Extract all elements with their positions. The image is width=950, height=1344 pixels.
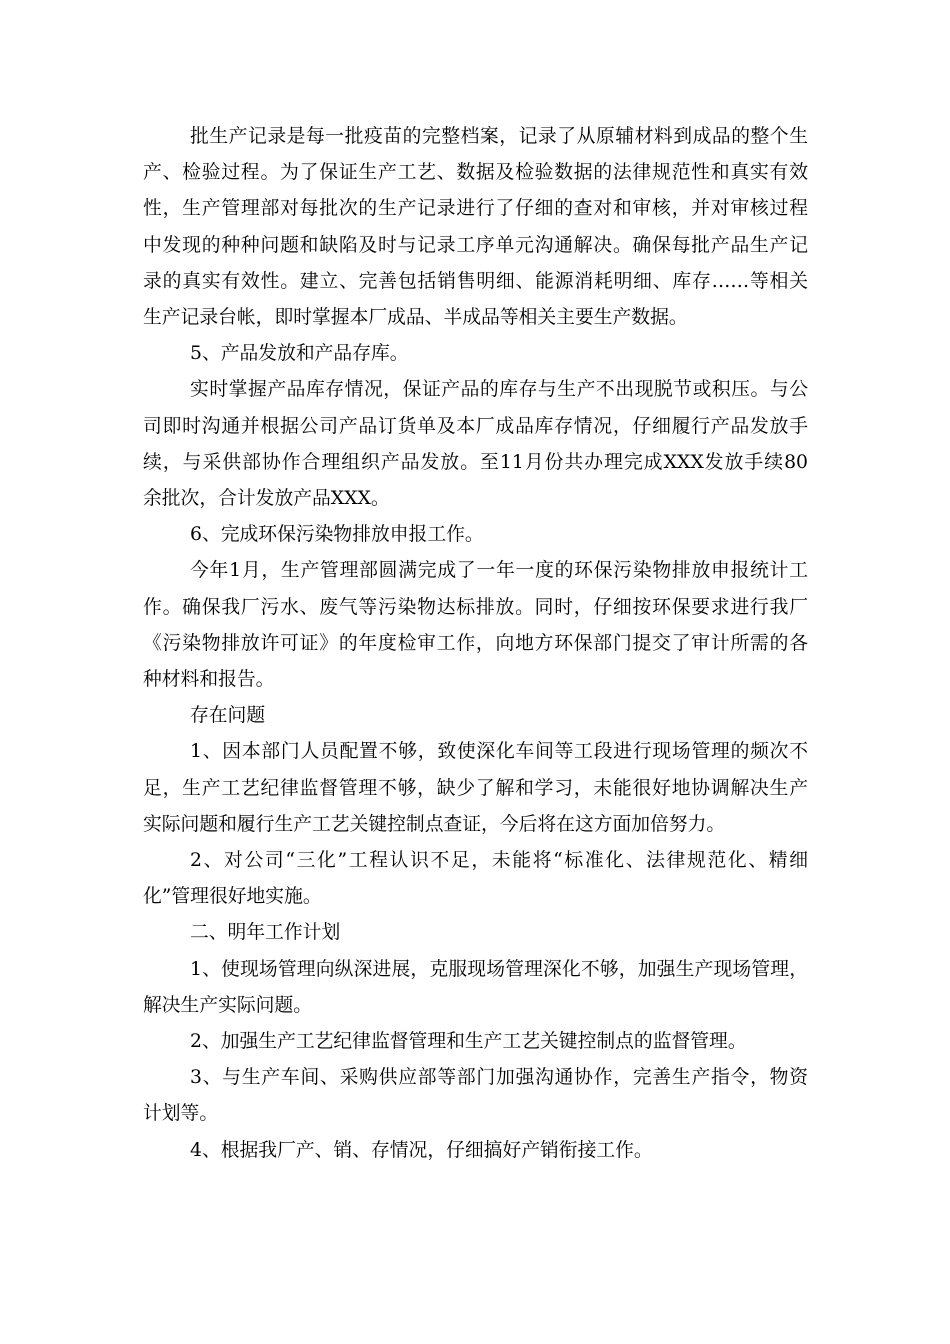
item-heading-pollutant-report: [143, 517, 808, 553]
paragraph-pollutant-report: [143, 553, 808, 698]
plan-item-3: [143, 1060, 808, 1132]
text-line: 实际问题和履行生产工艺关键控制点查证，今后将在这方面加倍努力。: [143, 813, 726, 835]
text-line: 批生产记录是每一批疫苗的完整档案，记录了从原辅材料到成品的整个生: [190, 126, 808, 147]
plan-item-4: [143, 1133, 808, 1169]
paragraph-batch-records: [143, 119, 808, 336]
problem-item-1: [143, 734, 808, 843]
text-line: 解决生产实际问题。: [143, 994, 313, 1016]
text-line: 1、使现场管理向纵深进展，克服现场管理深化不够，加强生产现场管理，: [190, 958, 808, 980]
text-line: 种材料和报告。: [143, 669, 275, 691]
text-line: 《污染物排放许可证》的年度检审工作，向地方环保部门提交了审计所需的各: [143, 632, 808, 654]
text-line: 化”管理很好地实施。: [143, 886, 322, 908]
text-line: 4、根据我厂产、销、存情况，仔细搞好产销衔接工作。: [190, 1139, 653, 1161]
text-line: 产、检验过程。为了保证生产工艺、数据及检验数据的法律规范性和真实有效: [143, 162, 808, 184]
text-line: 2、加强生产工艺纪律监督管理和生产工艺关键控制点的监督管理。: [190, 1031, 747, 1053]
text-line: 余批次，合计发放产品XXX。: [143, 488, 390, 510]
text-line: 2、对公司“三化”工程认识不足，未能将“标准化、法律规范化、精细: [190, 850, 808, 872]
text-line: 3、与生产车间、采购供应部等部门加强沟通协作，完善生产指令，物资: [190, 1067, 808, 1089]
paragraph-inventory: [143, 372, 808, 517]
text-line: 计划等。: [143, 1103, 219, 1125]
problem-item-2: [143, 843, 808, 915]
plan-item-1: [143, 952, 808, 1024]
text-line: 性，生产管理部对每批次的生产记录进行了仔细的查对和审核，并对审核过程: [143, 198, 808, 220]
section-heading-next-year-plan: [143, 915, 808, 951]
text-line: 续，与采供部协作合理组织产品发放。至11月份共办理完成XXX发放手续80: [143, 451, 808, 473]
text-line: 中发现的种种问题和缺陷及时与记录工序单元沟通解决。确保每批产品生产记: [143, 234, 808, 256]
text-line: 足，生产工艺纪律监督管理不够，缺少了解和学习，未能很好地协调解决生产: [143, 777, 808, 799]
text-line: 1、因本部门人员配置不够，致使深化车间等工段进行现场管理的频次不: [190, 741, 808, 763]
item-heading-product-release: [143, 336, 808, 372]
text-line: 录的真实有效性。建立、完善包括销售明细、能源消耗明细、库存……等相关: [143, 270, 808, 292]
text-line: 今年1月，生产管理部圆满完成了一年一度的环保污染物排放申报统计工: [190, 560, 808, 582]
text-line: 司即时沟通并根据公司产品订货单及本厂成品库存情况，仔细履行产品发放手: [143, 415, 808, 437]
text-line: 生产记录台帐，即时掌握本厂成品、半成品等相关主要生产数据。: [143, 307, 688, 329]
document-body: [143, 119, 808, 1169]
plan-item-2: [143, 1024, 808, 1060]
text-line: 6、完成环保污染物排放申报工作。: [190, 524, 484, 546]
text-line: 5、产品发放和产品存库。: [190, 343, 409, 365]
text-line: 存在问题: [190, 705, 266, 727]
section-heading-existing-problems: [143, 698, 808, 734]
text-line: 作。确保我厂污水、废气等污染物达标排放。同时，仔细按环保要求进行我厂: [143, 596, 808, 618]
text-line: 二、明年工作计划: [190, 922, 341, 944]
text-line: 实时掌握产品库存情况，保证产品的库存与生产不出现脱节或积压。与公: [190, 379, 808, 401]
